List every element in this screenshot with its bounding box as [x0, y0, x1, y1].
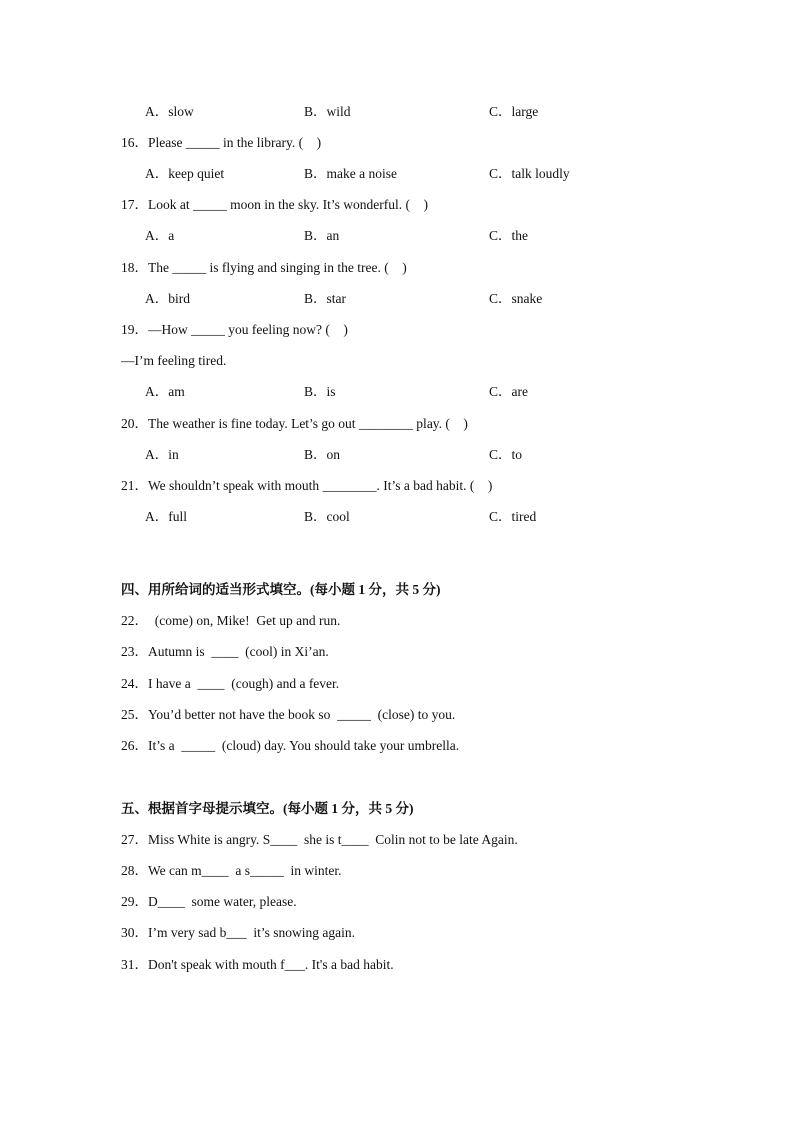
q16-option-c: C．talk loudly — [489, 166, 570, 181]
question-20: 20．The weather is fine today. Let’s go out ________ play. ( ) — [121, 416, 468, 431]
question-19-reply: —I’m feeling tired. — [121, 353, 227, 368]
question-17: 17．Look at _____ moon in the sky. It’s wonderful. ( ) — [121, 197, 428, 212]
q15-option-a: A．slow — [145, 104, 194, 119]
q17-option-b: B．an — [304, 228, 340, 243]
q15-option-b: B．wild — [304, 104, 351, 119]
question-29: 29．D____ some water, please. — [121, 894, 297, 909]
q21-option-b: B．cool — [304, 509, 350, 524]
q15-option-c: C．large — [489, 104, 539, 119]
question-30: 30．I’m very sad b___ it’s snowing again. — [121, 925, 355, 940]
question-22: 22． (come) on, Mike! Get up and run. — [121, 613, 341, 628]
q16-option-b: B．make a noise — [304, 166, 397, 181]
q21-option-c: C．tired — [489, 509, 537, 524]
question-24: 24．I have a ____ (cough) and a fever. — [121, 676, 340, 691]
question-28: 28．We can m____ a s_____ in winter. — [121, 863, 342, 878]
q17-option-a: A．a — [145, 228, 175, 243]
q19-option-c: C．are — [489, 384, 528, 399]
q20-option-c: C．to — [489, 447, 523, 462]
q21-option-a: A．full — [145, 509, 187, 524]
q19-option-b: B．is — [304, 384, 336, 399]
q20-option-b: B．on — [304, 447, 341, 462]
q17-option-c: C．the — [489, 228, 528, 243]
section-4-heading: 四、用所给词的适当形式填空。(每小题 1 分，共 5 分) — [121, 582, 441, 597]
q20-option-a: A．in — [145, 447, 179, 462]
question-16: 16．Please _____ in the library. ( ) — [121, 135, 322, 150]
question-21: 21．We shouldn’t speak with mouth ________. It’s a bad habit. ( ) — [121, 478, 493, 493]
q19-option-a: A．am — [145, 384, 185, 399]
section-5-heading: 五、根据首字母提示填空。(每小题 1 分，共 5 分) — [121, 801, 414, 816]
question-23: 23．Autumn is ____ (cool) in Xi’an. — [121, 644, 329, 659]
q16-option-a: A．keep quiet — [145, 166, 225, 181]
question-19: 19．—How _____ you feeling now? ( ) — [121, 322, 348, 337]
q18-option-a: A．bird — [145, 291, 190, 306]
question-27: 27．Miss White is angry. S____ she is t____ Colin not to be late Again. — [121, 832, 518, 847]
question-31: 31．Don't speak with mouth f___. It's a bad habit. — [121, 957, 394, 972]
question-25: 25．You’d better not have the book so _____ (close) to you. — [121, 707, 456, 722]
question-18: 18．The _____ is flying and singing in the tree. ( ) — [121, 260, 407, 275]
q18-option-c: C．snake — [489, 291, 543, 306]
question-26: 26．It’s a _____ (cloud) day. You should take your umbrella. — [121, 738, 460, 753]
q18-option-b: B．star — [304, 291, 346, 306]
